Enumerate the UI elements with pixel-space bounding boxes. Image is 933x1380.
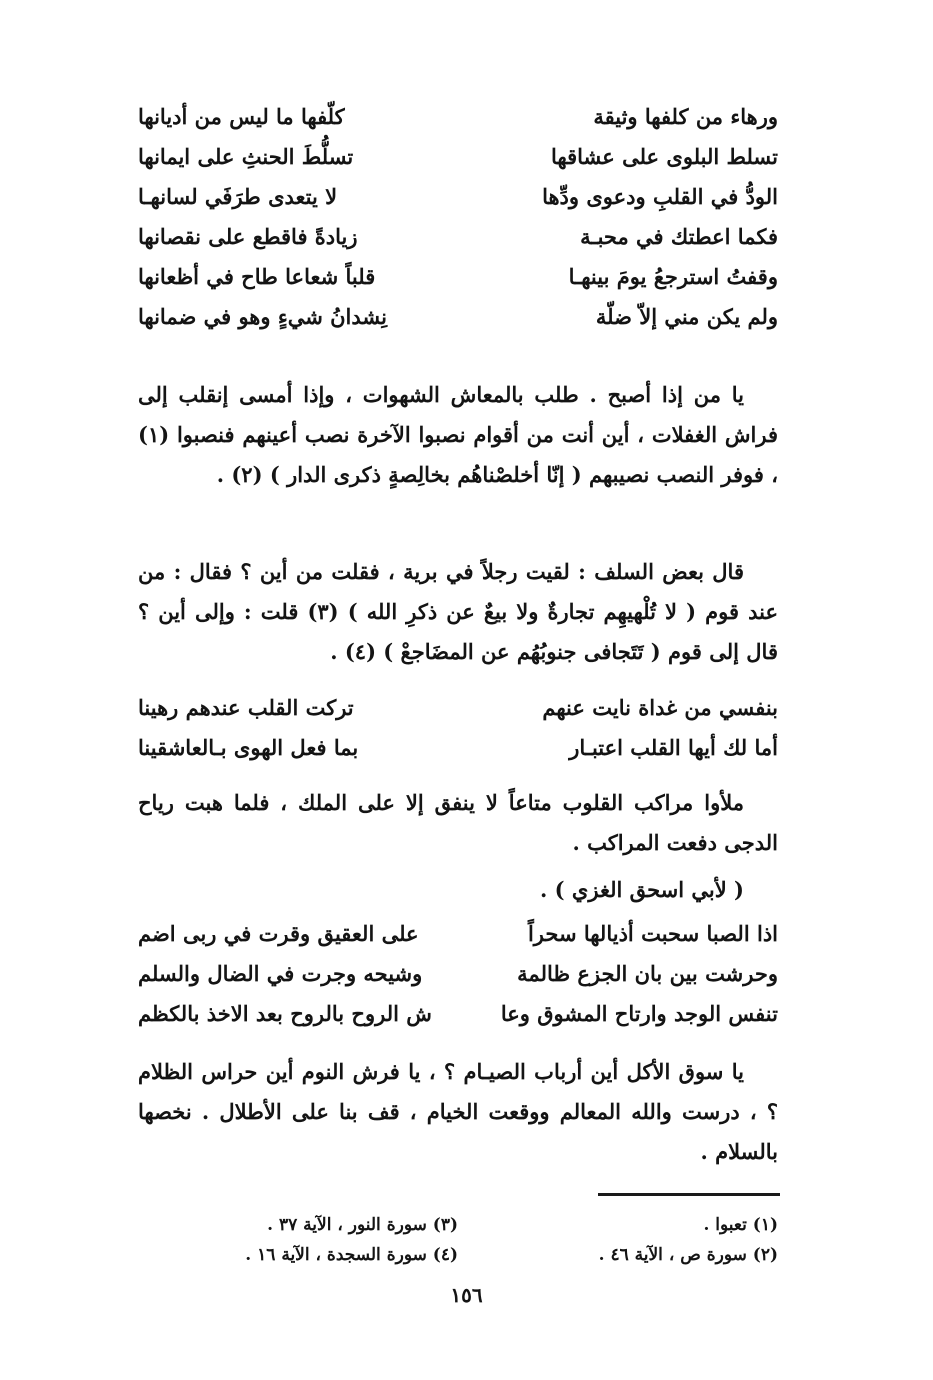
poet-attribution-text: ( لأبي اسحق الغزي ) . — [540, 877, 744, 902]
paragraph-4-text: يا سوق الأكل أين أرباب الصيـام ؟ ، يا فرش النوم أين حراس الظلام ؟ ، درست والله المعالم ووقعت الخيام ، قف بنا على الأطلال . نخصها بالسلام . — [138, 1059, 778, 1164]
paragraph-2 — [138, 552, 778, 672]
paragraph-1-text: يا من إذا أصبح . طلب بالمعاش الشهوات ، وإذا أمسى إنقلب إلى فراش الغفلات ، أين أنت من أقوام نصبوا الآخرة نصب أعينهم فنصبوا (١) ، فوفر النصب نصيبهم ( إنّا أخلصْناهُم بخالِصةٍ ذكرى الدار ) (٢) . — [138, 382, 778, 487]
verse-second-hemistich: زيادةً فاقطع على نقصانها — [138, 224, 358, 249]
footnote-row — [138, 1240, 778, 1270]
verse-second-hemistich: قلباً شعاعا طاح في أظعانها — [138, 264, 376, 289]
verse-first-hemistich: ولم يكن مني إلاّ ضلّة — [595, 304, 778, 329]
verse-first-hemistich: بنفسي من غداة نايت عنهم — [542, 695, 778, 720]
footnote-entry: (٤) سورة السجدة ، الآية ١٦ . — [245, 1245, 458, 1265]
verse-first-hemistich: وحرشت بين بان الجزع ظالمة — [517, 961, 778, 986]
verse-first-hemistich: أما لك أيها القلب اعتبـار — [569, 735, 778, 760]
footnote-row — [138, 1210, 778, 1240]
verse-second-hemistich: تركت القلب عندهم رهينا — [138, 695, 354, 720]
verse-line — [138, 728, 778, 768]
verse-first-hemistich: الودُّ في القلبِ ودعوى ودِّها — [542, 184, 778, 209]
verse-second-hemistich: وشيحه وجرت في الضال والسلم — [138, 961, 423, 986]
verse-line — [138, 217, 778, 257]
paragraph-2-text: قال بعض السلف : لقيت رجلاً في برية ، فقلت من أين ؟ فقال : من عند قوم ( لا تُلْهيهِم تجارةٌ ولا بيعٌ عن ذكرِ الله ) (٣) قلت : وإلى أين ؟ قال إلى قوم ( تَتَجافى جنوبُهُم عن المضَاجعْ ) (٤) . — [138, 559, 778, 664]
verse-first-hemistich: ورهاء من كلفها وثيقة — [593, 104, 778, 129]
footnote-separator — [598, 1193, 780, 1196]
verse-second-hemistich: كلّفها ما ليس من أديانها — [138, 104, 345, 129]
verse-line — [138, 954, 778, 994]
page-number: ١٥٦ — [450, 1283, 483, 1307]
paragraph-3-text: ملأوا مراكب القلوب متاعاً لا ينفق إلا على الملك ، فلما هبت رياح الدجى دفعت المراكب . — [138, 790, 778, 855]
poem-block-2 — [138, 688, 778, 768]
verse-line — [138, 688, 778, 728]
verse-line — [138, 137, 778, 177]
verse-line — [138, 994, 778, 1034]
verse-first-hemistich: تسلط البلوى على عشاقها — [551, 144, 778, 169]
verse-line — [138, 177, 778, 217]
verse-line — [138, 914, 778, 954]
paragraph-3 — [138, 783, 778, 863]
verse-second-hemistich: نِشدانُ شيءٍ وهو في ضمانها — [138, 304, 387, 329]
verse-first-hemistich: تنفس الوجد وارتاح المشوق وعا — [500, 1001, 778, 1026]
paragraph-1 — [138, 375, 778, 495]
footnote-entry: (٢) سورة ص ، الآية ٤٦ . — [598, 1245, 778, 1265]
verse-line — [138, 97, 778, 137]
footnotes — [138, 1210, 778, 1270]
paragraph-4 — [138, 1052, 778, 1172]
verse-second-hemistich: لا يتعدى طرَفَي لسانهـا — [138, 184, 338, 209]
verse-second-hemistich: على العقيق وقرت في ربى اضم — [138, 921, 419, 946]
poet-attribution — [138, 870, 778, 910]
verse-second-hemistich: ش الروح بالروح بعد الاخذ بالكظم — [138, 1001, 432, 1026]
poem-block-1 — [138, 97, 778, 337]
poem-block-3 — [138, 914, 778, 1034]
verse-first-hemistich: وقفتُ استرجعُ يومَ بينهـا — [568, 264, 778, 289]
footnote-entry: (٣) سورة النور ، الآية ٣٧ . — [267, 1215, 458, 1235]
verse-line — [138, 257, 778, 297]
verse-second-hemistich: تسلُّطَ الحنثِ على ايمانها — [138, 144, 354, 169]
verse-second-hemistich: بما فعل الهوى بـالعاشقينا — [138, 735, 359, 760]
footnote-entry: (١) تعبوا . — [703, 1215, 778, 1235]
verse-line — [138, 297, 778, 337]
verse-first-hemistich: فكما اعطتك في محبـة — [580, 224, 778, 249]
verse-first-hemistich: اذا الصبا سحبت أذيالها سحراً — [527, 921, 778, 946]
